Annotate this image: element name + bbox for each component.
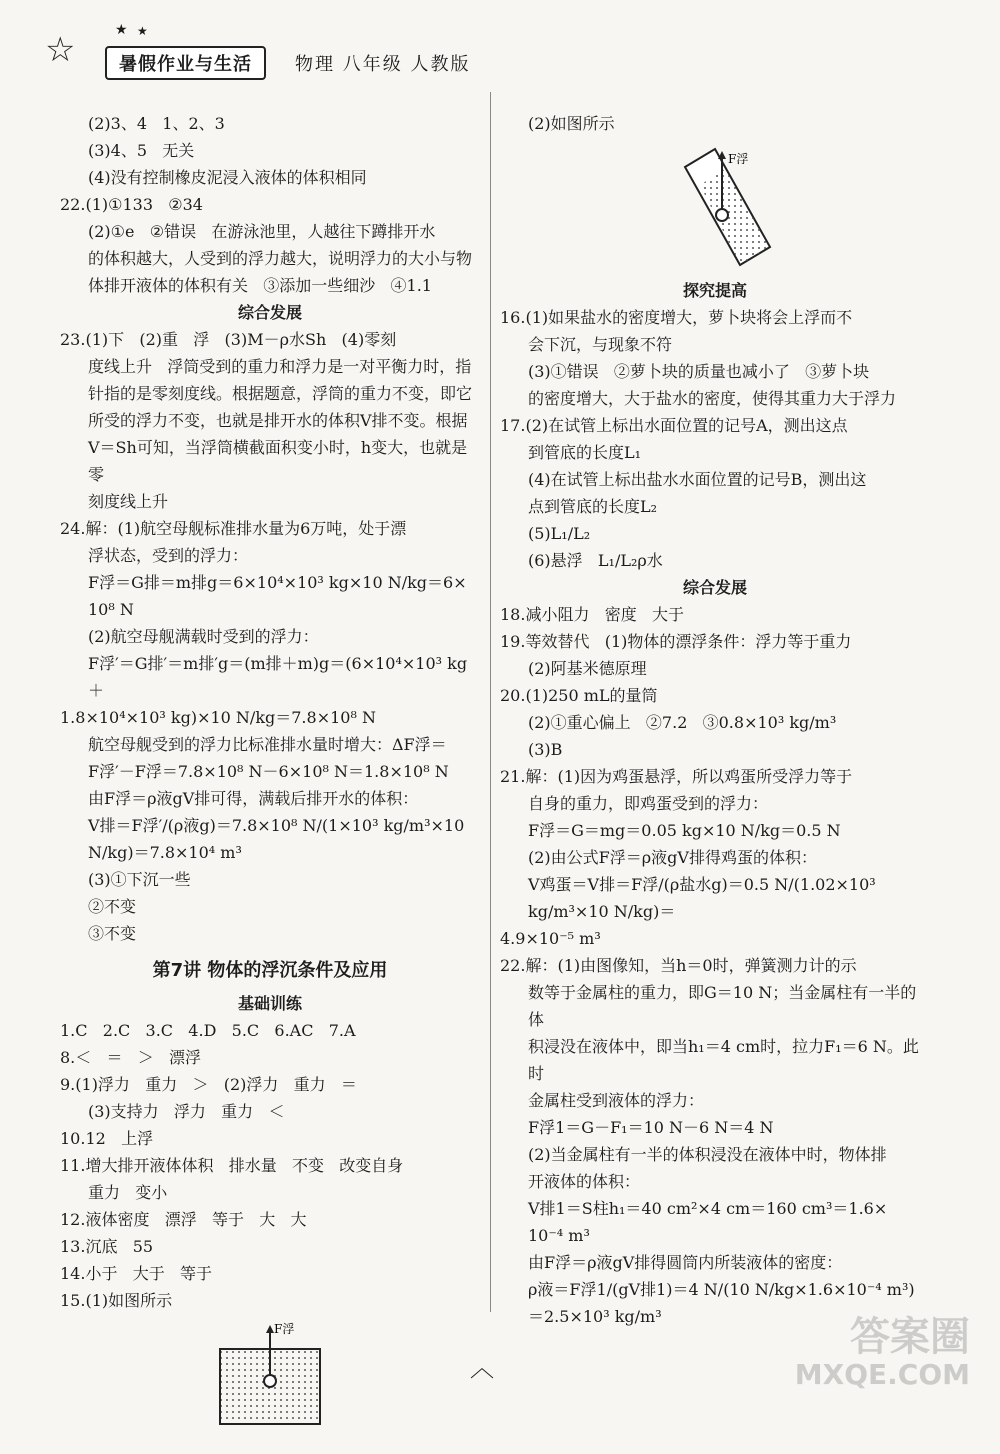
text-line: 8.＜ ＝ ＞ 漂浮 [60, 1048, 202, 1067]
text-line: ②不变 [88, 897, 137, 916]
text-line: 重力 变小 [88, 1183, 168, 1202]
text-line: 数等于金属柱的重力，即G＝10 N；当金属柱有一半的体 [528, 983, 917, 1029]
text-line: 9.(1)浮力 重力 ＞ (2)浮力 重力 ＝ [60, 1075, 357, 1094]
left-column [60, 110, 480, 1454]
lecture-title: 第7讲 物体的浮沉条件及应用 [152, 960, 388, 981]
text-line: F浮′＝G排′＝m排′g＝(m排＋m)g＝(6×10⁴×10³ kg＋ [88, 654, 468, 700]
text-line: 开液体的体积： [528, 1172, 641, 1191]
tube-diagram [660, 137, 860, 277]
text-line: 13.沉底 55 [60, 1237, 154, 1256]
text-line: (2)①e ②错误 在游泳池里，人越往下蹲排开水 [88, 222, 436, 241]
watermark-text: 答案圈 [850, 1314, 970, 1360]
text-line: 的密度增大，大于盐水的密度，使得其重力大于浮力 [528, 389, 897, 408]
text-line: 基础训练 [237, 994, 302, 1013]
text-line: 由F浮＝ρ液gV排可得，满载后排开水的体积： [88, 789, 419, 808]
column-divider [490, 92, 491, 1312]
text-line: 17.(2)在试管上标出水面位置的记号A，测出这点 [500, 416, 848, 435]
text-line: 22.(1)①133 ②34 [60, 195, 203, 214]
text-line: F浮＝G＝mg＝0.05 kg×10 N/kg＝0.5 N [528, 821, 841, 840]
beaker-diagram [200, 1319, 400, 1429]
text-line: (4)在试管上标出盐水水面位置的记号B，测出这 [528, 470, 867, 489]
text-line: 10⁻⁴ m³ [528, 1226, 590, 1245]
text-line: 21.解：(1)因为鸡蛋悬浮，所以鸡蛋所受浮力等于 [500, 767, 853, 786]
text-line: 自身的重力，即鸡蛋受到的浮力： [528, 794, 769, 813]
text-line: (3)4、5 无关 [88, 141, 195, 160]
star-icon: ★ [115, 22, 128, 38]
text-line: V排1＝S柱h₁＝40 cm²×4 cm＝160 cm³＝1.6× [528, 1199, 888, 1218]
text-line: 航空母舰受到的浮力比标准排水量时增大：ΔF浮＝ [88, 735, 447, 754]
text-line: 浮状态，受到的浮力： [88, 546, 249, 565]
text-line: (2)由公式F浮＝ρ液gV排得鸡蛋的体积： [528, 848, 817, 867]
text-line: 1.8×10⁴×10³ kg)×10 N/kg＝7.8×10⁸ N [60, 708, 376, 727]
text-line: 19.等效替代 (1)物体的漂浮条件：浮力等于重力 [500, 632, 852, 651]
text-line: (3)①错误 ②萝卜块的质量也减小了 ③萝卜块 [528, 362, 870, 381]
text-line: V排＝F浮′/(ρ液g)＝7.8×10⁸ N/(1×10³ kg/m³×10 N/kg)＝7.8×10⁴ m³ [88, 816, 470, 862]
text-line: 1.C 2.C 3.C 4.D 5.C 6.AC 7.A [60, 1021, 356, 1040]
right-column [500, 110, 930, 1330]
text-line: 11.增大排开液体体积 排水量 不变 改变自身 [60, 1156, 404, 1175]
star-logo-icon: ☆ [45, 30, 76, 70]
text-line: 24.解：(1)航空母舰标准排水量为6万吨，处于漂 [60, 519, 407, 538]
text-line: 16.(1)如果盐水的密度增大，萝卜块将会上浮而不 [500, 308, 853, 327]
text-line: (3)B [528, 740, 563, 759]
text-line: F浮1＝G－F₁＝10 N－6 N＝4 N [528, 1118, 774, 1137]
force-label: F浮 [728, 152, 749, 166]
text-line: 20.(1)250 mL的量筒 [500, 686, 658, 705]
text-line: (3)支持力 浮力 重力 ＜ [88, 1102, 285, 1121]
text-line: 综合发展 [237, 303, 302, 322]
text-line: V鸡蛋＝V排＝F浮/(ρ盐水g)＝0.5 N/(1.02×10³ kg/m³×10 N/kg)＝ [528, 875, 881, 921]
text-line: 18.减小阻力 密度 大于 [500, 605, 684, 624]
text-line: (2)3、4 1、2、3 [88, 114, 225, 133]
text-line: F浮′－F浮＝7.8×10⁸ N－6×10⁸ N＝1.8×10⁸ N [88, 762, 449, 781]
text-line: 22.解：(1)由图像知，当h＝0时，弹簧测力计的示 [500, 956, 857, 975]
text-line: 金属柱受到液体的浮力： [528, 1091, 705, 1110]
page-header [45, 18, 515, 82]
text-line: 积浸没在液体中，即当h₁＝4 cm时，拉力F₁＝6 N。此时 [528, 1037, 919, 1083]
figure-beaker [60, 1314, 480, 1454]
text-line: 12.液体密度 漂浮 等于 大 大 [60, 1210, 307, 1229]
text-line: ρ液＝F浮1/(gV排1)＝4 N/(10 N/kg×1.6×10⁻⁴ m³)＝2.5×10³ kg/m³ [528, 1280, 915, 1326]
text-line: (6)悬浮 L₁/L₂ρ水 [528, 551, 663, 570]
watermark [794, 1314, 970, 1394]
text-line: 探究提高 [682, 281, 747, 300]
text-line: (5)L₁/L₂ [528, 524, 591, 543]
text-line: 10⁸ N [88, 600, 134, 619]
force-label: F浮 [274, 1322, 295, 1336]
text-line: 度线上升 浮筒受到的重力和浮力是一对平衡力时，指 [88, 357, 472, 376]
text-line: 体排开液体的体积有关 ③添加一些细沙 ④1.1 [88, 276, 432, 295]
text-line: (2)阿基米德原理 [528, 659, 647, 678]
text-line: F浮＝G排＝m排g＝6×10⁴×10³ kg×10 N/kg＝6× [88, 573, 467, 592]
text-line: (2)①重心偏上 ②7.2 ③0.8×10³ kg/m³ [528, 713, 837, 732]
figure-tube [500, 137, 930, 277]
text-line: (2)当金属柱有一半的体积浸没在液体中时，物体排 [528, 1145, 887, 1164]
text-line: 会下沉，与现象不符 [528, 335, 673, 354]
text-line: 14.小于 大于 等于 [60, 1264, 212, 1283]
text-line: V＝Sh可知，当浮筒横截面积变小时，h变大，也就是零 [88, 438, 468, 484]
watermark-url: MXQE.COM [794, 1358, 970, 1391]
text-line: 由F浮＝ρ液gV排得圆筒内所装液体的密度： [528, 1253, 843, 1272]
subject-label: 物理 八年级 人教版 [295, 54, 471, 75]
text-line: 针指的是零刻度线。根据题意，浮筒的重力不变，即它 [88, 384, 473, 403]
text-line: 23.(1)下 (2)重 浮 (3)M－ρ水Sh (4)零刻 [60, 330, 397, 349]
text-line: (3)①下沉一些 [88, 870, 191, 889]
text-line: 4.9×10⁻⁵ m³ [500, 929, 601, 948]
text-line: 刻度线上升 [88, 492, 169, 511]
text-line: 10.12 上浮 [60, 1129, 154, 1148]
text-line: 点到管底的长度L₂ [528, 497, 658, 516]
text-line: 综合发展 [682, 578, 747, 597]
star-icon: ★ [137, 24, 148, 38]
text-line: (2)航空母舰满载时受到的浮力： [88, 627, 319, 646]
brand-title: 暑假作业与生活 [105, 46, 266, 80]
text-line: (4)没有控制橡皮泥浸入液体的体积相同 [88, 168, 367, 187]
text-line: 到管底的长度L₁ [528, 443, 642, 462]
text-line: 15.(1)如图所示 [60, 1291, 173, 1310]
text-line: ③不变 [88, 924, 137, 943]
text-line: (2)如图所示 [528, 114, 615, 133]
text-line: 所受的浮力不变，也就是排开水的体积V排不变。根据 [88, 411, 468, 430]
page-mark: ︿ [470, 1354, 494, 1382]
text-line: 的体积越大，人受到的浮力越大，说明浮力的大小与物 [88, 249, 473, 268]
